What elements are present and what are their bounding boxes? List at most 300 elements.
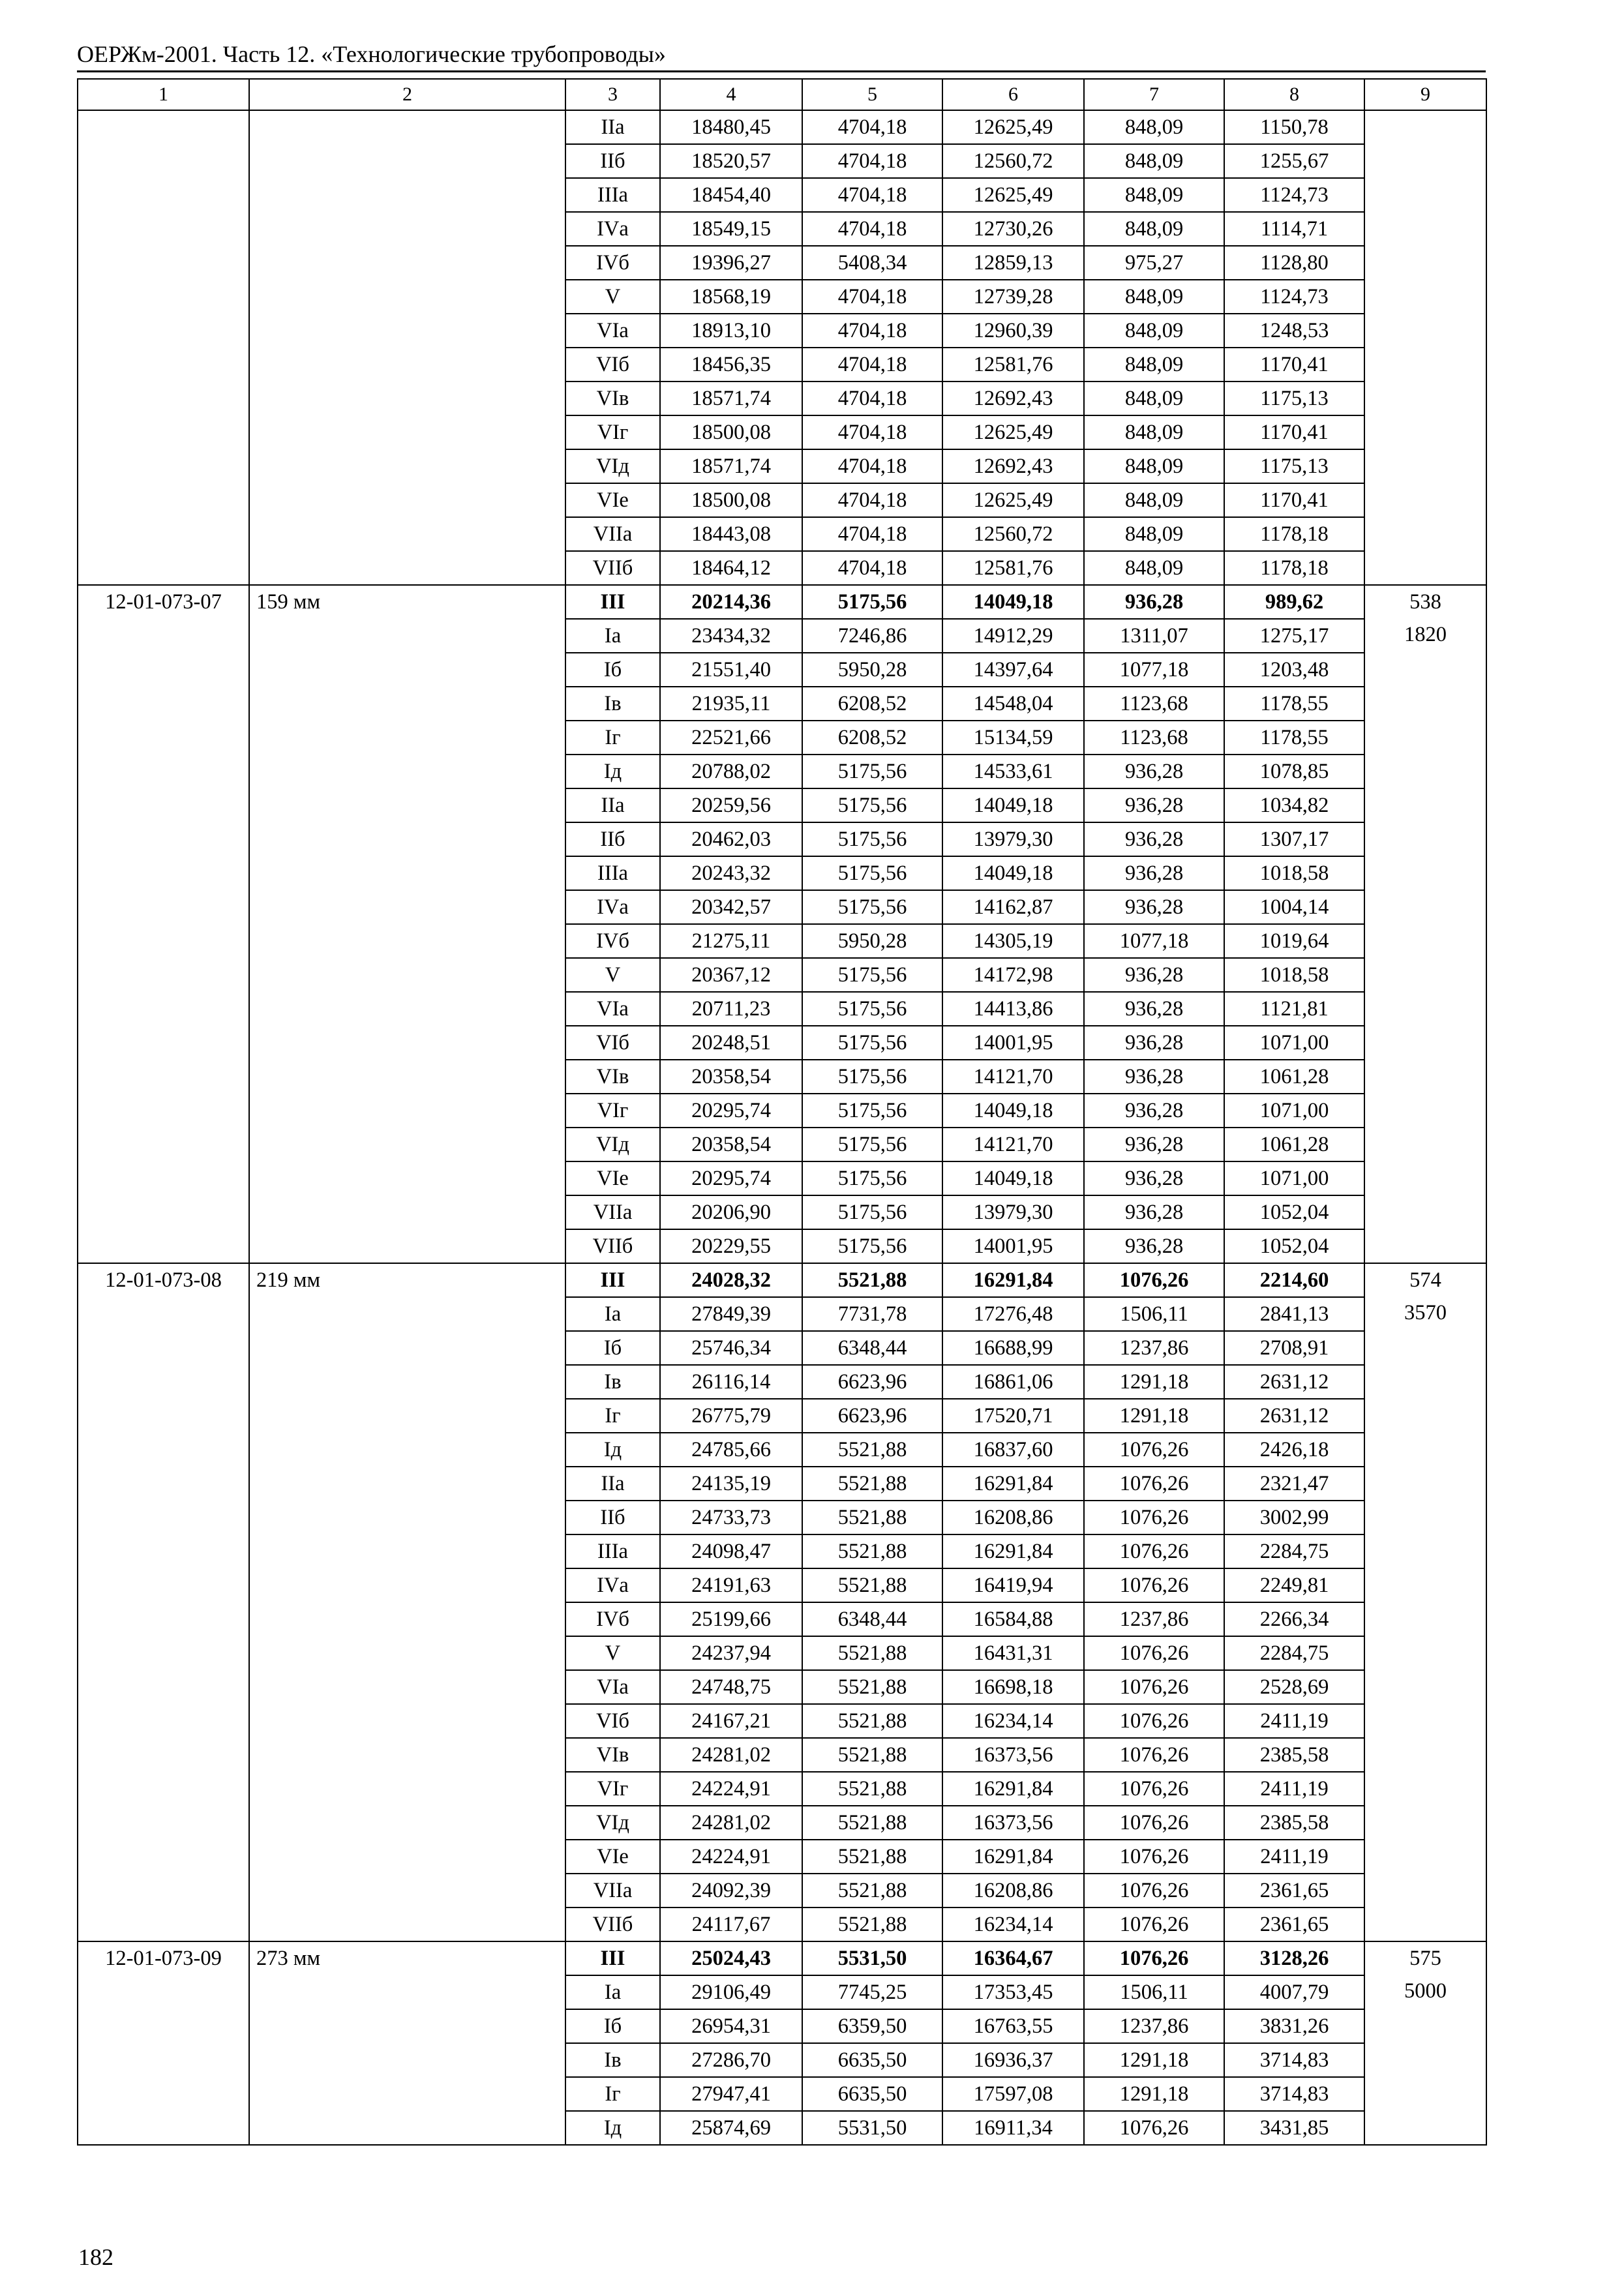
value-cell: 2708,91 (1224, 1331, 1364, 1365)
value-cell: 12581,76 (942, 348, 1084, 382)
column-9-cell (1364, 110, 1486, 585)
value-cell: 14912,29 (942, 619, 1084, 653)
value-cell: 936,28 (1084, 992, 1224, 1026)
value-cell: 1203,48 (1224, 653, 1364, 687)
value-cell: 24224,91 (660, 1772, 802, 1806)
value-cell: 14162,87 (942, 890, 1084, 924)
value-cell: 20259,56 (660, 788, 802, 822)
value-cell: 16763,55 (942, 2009, 1084, 2043)
value-cell: 16373,56 (942, 1738, 1084, 1772)
value-cell: 4704,18 (802, 314, 942, 348)
value-cell: 4704,18 (802, 110, 942, 144)
value-cell: 5175,56 (802, 585, 942, 619)
value-cell: 22521,66 (660, 721, 802, 755)
value-cell: 5950,28 (802, 924, 942, 958)
value-cell: 1311,07 (1084, 619, 1224, 653)
value-cell: 7246,86 (802, 619, 942, 653)
value-cell: 12581,76 (942, 551, 1084, 585)
value-cell: 5408,34 (802, 246, 942, 280)
item-code-cell: 12-01-073-08 (78, 1263, 249, 1941)
column-9-value: 1820 (1404, 623, 1447, 646)
column-9-cell (1364, 585, 1486, 1263)
value-cell: 5175,56 (802, 1229, 942, 1263)
value-cell: 5521,88 (802, 1772, 942, 1806)
category-cell: VIб (565, 1704, 660, 1738)
value-cell: 16431,31 (942, 1636, 1084, 1670)
value-cell: 24028,32 (660, 1263, 802, 1297)
value-cell: 5521,88 (802, 1670, 942, 1704)
value-cell: 23434,32 (660, 619, 802, 653)
item-size-cell: 159 мм (249, 585, 565, 1263)
value-cell: 24224,91 (660, 1840, 802, 1874)
category-cell: Iг (565, 1399, 660, 1433)
value-cell: 20342,57 (660, 890, 802, 924)
category-cell: VIе (565, 483, 660, 517)
category-cell: VIIа (565, 1195, 660, 1229)
category-cell: VIа (565, 992, 660, 1026)
value-cell: 25199,66 (660, 1602, 802, 1636)
value-cell: 1237,86 (1084, 1602, 1224, 1636)
column-9-cell (1364, 1941, 1486, 2145)
category-cell: III (565, 1263, 660, 1297)
value-cell: 1128,80 (1224, 246, 1364, 280)
column-9-value: 3570 (1404, 1301, 1447, 1324)
value-cell: 5175,56 (802, 1128, 942, 1161)
value-cell: 14049,18 (942, 585, 1084, 619)
item-code-cell (78, 110, 249, 585)
value-cell: 12560,72 (942, 144, 1084, 178)
value-cell: 14397,64 (942, 653, 1084, 687)
value-cell: 2411,19 (1224, 1840, 1364, 1874)
category-cell: VIIб (565, 1229, 660, 1263)
column-number: 4 (660, 79, 802, 110)
value-cell: 24733,73 (660, 1501, 802, 1534)
value-cell: 5950,28 (802, 653, 942, 687)
category-cell: Iа (565, 619, 660, 653)
category-cell: Iд (565, 2111, 660, 2145)
value-cell: 1076,26 (1084, 2111, 1224, 2145)
value-cell: 5521,88 (802, 1433, 942, 1467)
value-cell: 4704,18 (802, 144, 942, 178)
value-cell: 4704,18 (802, 449, 942, 483)
value-cell: 18480,45 (660, 110, 802, 144)
value-cell: 18913,10 (660, 314, 802, 348)
category-cell: VIв (565, 1738, 660, 1772)
category-cell: VIд (565, 449, 660, 483)
value-cell: 848,09 (1084, 415, 1224, 449)
value-cell: 5175,56 (802, 1060, 942, 1094)
value-cell: 14172,98 (942, 958, 1084, 992)
value-cell: 16234,14 (942, 1908, 1084, 1941)
value-cell: 17597,08 (942, 2077, 1084, 2111)
value-cell: 3128,26 (1224, 1941, 1364, 1975)
value-cell: 17353,45 (942, 1975, 1084, 2009)
category-cell: Iв (565, 687, 660, 721)
value-cell: 14121,70 (942, 1128, 1084, 1161)
value-cell: 5175,56 (802, 992, 942, 1026)
value-cell: 25746,34 (660, 1331, 802, 1365)
value-cell: 2266,34 (1224, 1602, 1364, 1636)
value-cell: 24748,75 (660, 1670, 802, 1704)
value-cell: 20248,51 (660, 1026, 802, 1060)
value-cell: 1034,82 (1224, 788, 1364, 822)
category-cell: IVб (565, 924, 660, 958)
value-cell: 12560,72 (942, 517, 1084, 551)
value-cell: 5175,56 (802, 958, 942, 992)
category-cell: VIв (565, 1060, 660, 1094)
item-size-cell: 219 мм (249, 1263, 565, 1941)
value-cell: 16291,84 (942, 1772, 1084, 1806)
value-cell: 14121,70 (942, 1060, 1084, 1094)
category-cell: VIIб (565, 551, 660, 585)
value-cell: 5521,88 (802, 1874, 942, 1908)
category-cell: Iв (565, 1365, 660, 1399)
category-cell: IIа (565, 788, 660, 822)
value-cell: 1255,67 (1224, 144, 1364, 178)
category-cell: V (565, 958, 660, 992)
value-cell: 16698,18 (942, 1670, 1084, 1704)
category-cell: VIе (565, 1840, 660, 1874)
category-cell: Iг (565, 721, 660, 755)
value-cell: 12730,26 (942, 212, 1084, 246)
value-cell: 1150,78 (1224, 110, 1364, 144)
value-cell: 14001,95 (942, 1026, 1084, 1060)
value-cell: 20229,55 (660, 1229, 802, 1263)
value-cell: 1076,26 (1084, 1840, 1224, 1874)
value-cell: 5521,88 (802, 1568, 942, 1602)
value-cell: 14049,18 (942, 1161, 1084, 1195)
value-cell: 848,09 (1084, 551, 1224, 585)
column-number-row (78, 79, 1486, 110)
category-cell: Iа (565, 1975, 660, 2009)
value-cell: 12692,43 (942, 449, 1084, 483)
value-cell: 14413,86 (942, 992, 1084, 1026)
category-cell: IVб (565, 246, 660, 280)
value-cell: 6635,50 (802, 2077, 942, 2111)
value-cell: 2411,19 (1224, 1704, 1364, 1738)
value-cell: 1114,71 (1224, 212, 1364, 246)
value-cell: 14001,95 (942, 1229, 1084, 1263)
category-cell: IVа (565, 212, 660, 246)
value-cell: 848,09 (1084, 382, 1224, 415)
category-cell: V (565, 280, 660, 314)
value-cell: 6208,52 (802, 687, 942, 721)
value-cell: 936,28 (1084, 856, 1224, 890)
value-cell: 27286,70 (660, 2043, 802, 2077)
value-cell: 936,28 (1084, 1094, 1224, 1128)
value-cell: 1076,26 (1084, 1636, 1224, 1670)
category-cell: VIа (565, 314, 660, 348)
value-cell: 16911,34 (942, 2111, 1084, 2145)
value-cell: 20358,54 (660, 1128, 802, 1161)
value-cell: 1170,41 (1224, 415, 1364, 449)
value-cell: 2385,58 (1224, 1738, 1364, 1772)
value-cell: 14049,18 (942, 788, 1084, 822)
value-cell: 848,09 (1084, 314, 1224, 348)
value-cell: 4704,18 (802, 178, 942, 212)
value-cell: 26775,79 (660, 1399, 802, 1433)
value-cell: 25874,69 (660, 2111, 802, 2145)
value-cell: 20788,02 (660, 755, 802, 788)
value-cell: 20295,74 (660, 1094, 802, 1128)
value-cell: 21551,40 (660, 653, 802, 687)
value-cell: 1248,53 (1224, 314, 1364, 348)
category-cell: VIIа (565, 517, 660, 551)
value-cell: 1018,58 (1224, 958, 1364, 992)
value-cell: 7731,78 (802, 1297, 942, 1331)
value-cell: 936,28 (1084, 1128, 1224, 1161)
value-cell: 17520,71 (942, 1399, 1084, 1433)
column-number: 7 (1084, 79, 1224, 110)
value-cell: 1076,26 (1084, 1534, 1224, 1568)
value-cell: 1170,41 (1224, 483, 1364, 517)
value-cell: 18500,08 (660, 415, 802, 449)
category-cell: Iв (565, 2043, 660, 2077)
category-cell: VIб (565, 348, 660, 382)
category-cell: IIа (565, 110, 660, 144)
value-cell: 24281,02 (660, 1806, 802, 1840)
value-cell: 1124,73 (1224, 280, 1364, 314)
value-cell: 24237,94 (660, 1636, 802, 1670)
value-cell: 5175,56 (802, 1026, 942, 1060)
value-cell: 848,09 (1084, 212, 1224, 246)
value-cell: 6359,50 (802, 2009, 942, 2043)
value-cell: 6348,44 (802, 1602, 942, 1636)
value-cell: 2385,58 (1224, 1806, 1364, 1840)
value-cell: 1178,18 (1224, 551, 1364, 585)
column-number: 5 (802, 79, 942, 110)
value-cell: 1506,11 (1084, 1297, 1224, 1331)
value-cell: 14305,19 (942, 924, 1084, 958)
category-cell: VIб (565, 1026, 660, 1060)
value-cell: 1076,26 (1084, 1263, 1224, 1297)
category-cell: IIIа (565, 856, 660, 890)
category-cell: VIа (565, 1670, 660, 1704)
value-cell: 24135,19 (660, 1467, 802, 1501)
value-cell: 16291,84 (942, 1263, 1084, 1297)
value-cell: 1178,18 (1224, 517, 1364, 551)
category-cell: V (565, 1636, 660, 1670)
value-cell: 16936,37 (942, 2043, 1084, 2077)
value-cell: 19396,27 (660, 246, 802, 280)
value-cell: 20214,36 (660, 585, 802, 619)
category-cell: IIб (565, 144, 660, 178)
page-header (77, 38, 1486, 72)
category-cell: VIд (565, 1806, 660, 1840)
column-number: 8 (1224, 79, 1364, 110)
value-cell: 16208,86 (942, 1874, 1084, 1908)
value-cell: 25024,43 (660, 1941, 802, 1975)
value-cell: 2284,75 (1224, 1534, 1364, 1568)
value-cell: 14533,61 (942, 755, 1084, 788)
value-cell: 1076,26 (1084, 1704, 1224, 1738)
category-cell: IVа (565, 890, 660, 924)
value-cell: 18568,19 (660, 280, 802, 314)
value-cell: 21935,11 (660, 687, 802, 721)
value-cell: 6208,52 (802, 721, 942, 755)
value-cell: 1076,26 (1084, 1874, 1224, 1908)
value-cell: 5175,56 (802, 1094, 942, 1128)
value-cell: 13979,30 (942, 1195, 1084, 1229)
value-cell: 989,62 (1224, 585, 1364, 619)
value-cell: 2631,12 (1224, 1365, 1364, 1399)
value-cell: 18571,74 (660, 382, 802, 415)
value-cell: 2214,60 (1224, 1263, 1364, 1297)
value-cell: 18500,08 (660, 483, 802, 517)
document-title: ОЕРЖм-2001. Часть 12. «Технологические трубопроводы» (77, 41, 666, 67)
category-cell: III (565, 585, 660, 619)
value-cell: 1077,18 (1084, 653, 1224, 687)
value-cell: 18456,35 (660, 348, 802, 382)
value-cell: 13979,30 (942, 822, 1084, 856)
value-cell: 16208,86 (942, 1501, 1084, 1534)
value-cell: 1170,41 (1224, 348, 1364, 382)
category-cell: VIIа (565, 1874, 660, 1908)
value-cell: 1178,55 (1224, 687, 1364, 721)
value-cell: 1506,11 (1084, 1975, 1224, 2009)
value-cell: 3002,99 (1224, 1501, 1364, 1534)
table-row (78, 1263, 1486, 1297)
value-cell: 936,28 (1084, 788, 1224, 822)
value-cell: 1076,26 (1084, 1670, 1224, 1704)
value-cell: 24098,47 (660, 1534, 802, 1568)
value-cell: 5175,56 (802, 755, 942, 788)
value-cell: 1124,73 (1224, 178, 1364, 212)
value-cell: 1076,26 (1084, 1568, 1224, 1602)
value-cell: 936,28 (1084, 1161, 1224, 1195)
value-cell: 24281,02 (660, 1738, 802, 1772)
value-cell: 1071,00 (1224, 1094, 1364, 1128)
value-cell: 1291,18 (1084, 1365, 1224, 1399)
value-cell: 1123,68 (1084, 721, 1224, 755)
item-code-cell: 12-01-073-07 (78, 585, 249, 1263)
value-cell: 936,28 (1084, 822, 1224, 856)
value-cell: 1078,85 (1224, 755, 1364, 788)
column-number: 9 (1364, 79, 1486, 110)
value-cell: 1291,18 (1084, 2043, 1224, 2077)
value-cell: 24092,39 (660, 1874, 802, 1908)
category-cell: IIа (565, 1467, 660, 1501)
page-number: 182 (78, 2244, 113, 2270)
value-cell: 14049,18 (942, 856, 1084, 890)
category-cell: IIб (565, 1501, 660, 1534)
column-9-cell (1364, 1263, 1486, 1941)
value-cell: 6348,44 (802, 1331, 942, 1365)
column-9-value: 5000 (1404, 1979, 1447, 2003)
value-cell: 1076,26 (1084, 1738, 1224, 1772)
value-cell: 1175,13 (1224, 382, 1364, 415)
value-cell: 5175,56 (802, 856, 942, 890)
value-cell: 18454,40 (660, 178, 802, 212)
value-cell: 20367,12 (660, 958, 802, 992)
value-cell: 5175,56 (802, 822, 942, 856)
value-cell: 16419,94 (942, 1568, 1084, 1602)
value-cell: 1061,28 (1224, 1128, 1364, 1161)
price-table (77, 78, 1487, 2146)
value-cell: 4704,18 (802, 382, 942, 415)
table-row (78, 110, 1486, 144)
value-cell: 12739,28 (942, 280, 1084, 314)
value-cell: 4007,79 (1224, 1975, 1364, 2009)
item-code-cell: 12-01-073-09 (78, 1941, 249, 2145)
value-cell: 14548,04 (942, 687, 1084, 721)
value-cell: 1076,26 (1084, 1908, 1224, 1941)
value-cell: 1076,26 (1084, 1772, 1224, 1806)
column-number: 3 (565, 79, 660, 110)
value-cell: 848,09 (1084, 280, 1224, 314)
value-cell: 24785,66 (660, 1433, 802, 1467)
category-cell: VIг (565, 1772, 660, 1806)
value-cell: 24117,67 (660, 1908, 802, 1941)
value-cell: 1178,55 (1224, 721, 1364, 755)
value-cell: 18443,08 (660, 517, 802, 551)
value-cell: 6635,50 (802, 2043, 942, 2077)
value-cell: 5531,50 (802, 2111, 942, 2145)
value-cell: 16584,88 (942, 1602, 1084, 1636)
category-cell: Iб (565, 653, 660, 687)
category-cell: VIв (565, 382, 660, 415)
category-cell: VIIб (565, 1908, 660, 1941)
value-cell: 21275,11 (660, 924, 802, 958)
value-cell: 17276,48 (942, 1297, 1084, 1331)
value-cell: 1052,04 (1224, 1229, 1364, 1263)
value-cell: 18520,57 (660, 144, 802, 178)
value-cell: 7745,25 (802, 1975, 942, 2009)
column-number: 2 (249, 79, 565, 110)
value-cell: 27947,41 (660, 2077, 802, 2111)
value-cell: 12625,49 (942, 178, 1084, 212)
value-cell: 5521,88 (802, 1534, 942, 1568)
value-cell: 1121,81 (1224, 992, 1364, 1026)
value-cell: 12859,13 (942, 246, 1084, 280)
value-cell: 15134,59 (942, 721, 1084, 755)
value-cell: 14049,18 (942, 1094, 1084, 1128)
category-cell: Iг (565, 2077, 660, 2111)
column-number: 1 (78, 79, 249, 110)
category-cell: IIIа (565, 1534, 660, 1568)
value-cell: 1076,26 (1084, 1433, 1224, 1467)
value-cell: 20206,90 (660, 1195, 802, 1229)
value-cell: 2631,12 (1224, 1399, 1364, 1433)
value-cell: 4704,18 (802, 280, 942, 314)
value-cell: 16291,84 (942, 1467, 1084, 1501)
category-cell: Iб (565, 1331, 660, 1365)
value-cell: 5521,88 (802, 1704, 942, 1738)
value-cell: 20462,03 (660, 822, 802, 856)
value-cell: 3714,83 (1224, 2043, 1364, 2077)
category-cell: Iд (565, 1433, 660, 1467)
value-cell: 975,27 (1084, 246, 1224, 280)
value-cell: 24167,21 (660, 1704, 802, 1738)
value-cell: 1123,68 (1084, 687, 1224, 721)
value-cell: 2411,19 (1224, 1772, 1364, 1806)
value-cell: 1076,26 (1084, 1467, 1224, 1501)
value-cell: 1175,13 (1224, 449, 1364, 483)
category-cell: VIе (565, 1161, 660, 1195)
value-cell: 16688,99 (942, 1331, 1084, 1365)
value-cell: 5521,88 (802, 1263, 942, 1297)
value-cell: 20358,54 (660, 1060, 802, 1094)
value-cell: 16837,60 (942, 1433, 1084, 1467)
value-cell: 848,09 (1084, 483, 1224, 517)
category-cell: IIIа (565, 178, 660, 212)
value-cell: 12960,39 (942, 314, 1084, 348)
value-cell: 5521,88 (802, 1738, 942, 1772)
value-cell: 29106,49 (660, 1975, 802, 2009)
value-cell: 848,09 (1084, 178, 1224, 212)
value-cell: 2528,69 (1224, 1670, 1364, 1704)
value-cell: 4704,18 (802, 415, 942, 449)
